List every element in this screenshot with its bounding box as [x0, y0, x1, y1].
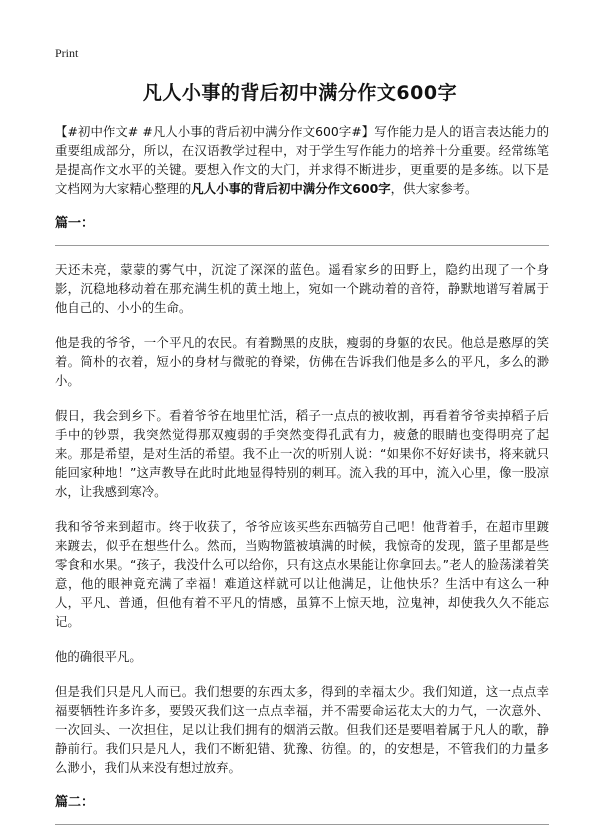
section-heading-2: 篇二： — [55, 795, 95, 810]
body-paragraph: 他的确很平凡。 — [55, 649, 142, 664]
body-paragraph: 但是我们只是凡人而已。我们想要的东西太多，得到的幸福太少。我们知道，这一点点幸福要牺牲许多许多，要毁灭我们这一点点幸福，并不需要命运花太大的力气，一次意外、一次回头、一次担住，足以让我们拥有的烟消云散。但我们还是要唱着属于凡人的歌，静静前行。我们只是凡人，我们不断犯错、犹豫、彷徨。的，的安想是，不管我们的力量多么渺小，我们从来没有想过放弃。 — [55, 684, 549, 775]
body-paragraph: 他是我的爷爷，一个平凡的农民。有着黝黑的皮肤，瘦弱的身躯的农民。他总是憨厚的笑着。简朴的衣着，短小的身材与微驼的脊梁，仿佛在告诉我们他是多么的平凡，多么的渺小。 — [55, 335, 549, 388]
article-body — [55, 122, 549, 839]
body-paragraph: 我和爷爷来到超市。终于收获了，爷爷应该买些东西犒劳自己吧！他背着手，在超市里踱来踱去，似乎在想些什么。然而，当购物篮被填满的时候，我惊奇的发现，篮子里都是些零食和水果。“孩子，我没什么可以给你，只有这点水果能让你拿回去。”老人的脸荡漾着笑意，他的眼神竟充满了幸福！难道这样就可以让他满足，让他快乐？生活中有这么一种人，平凡、普通，但他有着不平凡的情感，虽算不上惊天地，泣鬼神，却使我久久不能忘记。 — [55, 519, 549, 629]
section-heading-1: 篇一： — [55, 216, 95, 231]
intro-tag: 【#初中作文# #凡人小事的背后初中满分作文600字#】 — [55, 124, 375, 139]
body-paragraph: 假日，我会到乡下。看着爷爷在地里忙活，稻子一点点的被收割，再看着爷爷卖掉稻子后手中的钞票，我突然觉得那双瘦弱的手突然变得孔武有力，疲惫的眼睛也变得明亮了起来。那是希望，是对生活的希望。我不止一次的听别人说：“如果你不好好读书，将来就只能回家种地！”这声教导在此时此地显得特别的刺耳。流入我的耳中，流入心里，像一股凉水，让我感到寒冷。 — [55, 408, 549, 499]
article-title: 凡人小事的背后初中满分作文600字 — [142, 82, 458, 104]
intro-text-end: ，供大家参考。 — [390, 181, 478, 196]
section-divider-2 — [55, 824, 549, 825]
section-divider-1 — [55, 245, 549, 246]
intro-bold-title: 凡人小事的背后初中满分作文600字 — [191, 181, 391, 196]
intro-text: 写作能力是人的语言表达能力的重要组成部分，所以，在汉语教学过程中，对于学生写作能力的培养十分重要。经常练笔是提高作文水平的关键。要想入作文的大门，并求得不断进步，更重要的是多练。以下是文档网为大家精心整理的 — [55, 124, 549, 196]
print-link[interactable]: Print — [55, 46, 79, 60]
intro-paragraph — [55, 122, 549, 198]
body-paragraph: 天还未亮，蒙蒙的雾气中，沉淀了深深的蓝色。遥看家乡的田野上，隐约出现了一个身影，沉稳地移动着在那充满生机的黄土地上，宛如一个跳动着的音符，静默地谱写着属于他自己的、小小的生命。 — [55, 262, 549, 315]
